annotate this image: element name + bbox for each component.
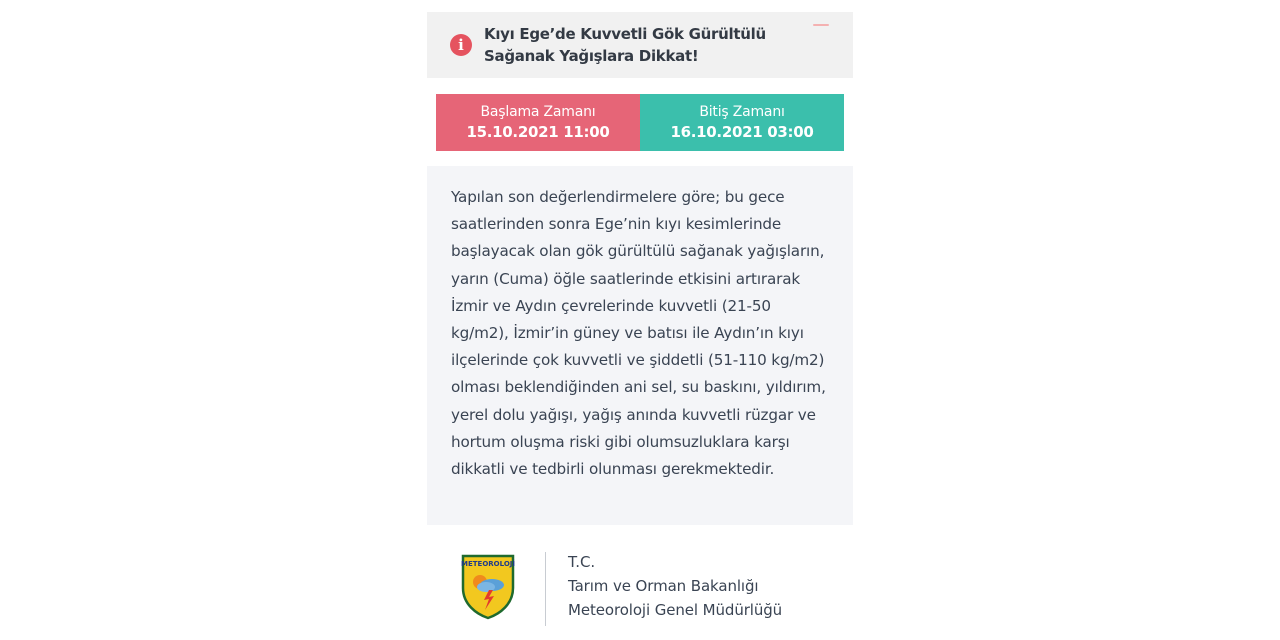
end-time-box xyxy=(640,94,844,151)
footer-line-ministry: Tarım ve Orman Bakanlığı xyxy=(568,577,759,595)
alert-header xyxy=(427,12,853,78)
footer xyxy=(460,550,860,630)
watermark-logo-icon xyxy=(813,22,829,30)
warning-body xyxy=(427,166,853,525)
meteoroloji-shield-icon xyxy=(460,554,516,620)
ministry-info xyxy=(568,550,782,622)
start-time-value: 15.10.2021 11:00 xyxy=(466,122,610,141)
validity-period xyxy=(436,94,844,151)
alert-card xyxy=(427,12,853,525)
start-time-box xyxy=(436,94,640,151)
footer-divider xyxy=(545,552,546,626)
start-time-label: Başlama Zamanı xyxy=(480,103,596,120)
svg-text:METEOROLOJİ: METEOROLOJİ xyxy=(461,560,515,568)
alert-title: Kıyı Ege’de Kuvvetli Gök Gürültülü Sağanak Yağışlara Dikkat! xyxy=(484,25,766,65)
info-icon: i xyxy=(450,34,472,56)
footer-line-country: T.C. xyxy=(568,553,595,571)
end-time-value: 16.10.2021 03:00 xyxy=(670,122,814,141)
end-time-label: Bitiş Zamanı xyxy=(699,103,785,120)
footer-line-directorate: Meteoroloji Genel Müdürlüğü xyxy=(568,601,783,619)
warning-text: Yapılan son değerlendirmelere göre; bu gece saatlerinden sonra Ege’nin kıyı kesimlerinde başlayacak olan gök gürültülü sağanak yağışların, yarın (Cuma) öğle saatlerinde etkisini artırarak İzmir ve Aydın çevrelerinde kuvvetli (21-50 kg/m2), İzmir’in güney ve batısı ile Aydın’ın kıyı ilçelerinde çok kuvvetli ve şiddetli (51-110 kg/m2) olması beklendiğinden ani sel, su baskını, yıldırım, yerel dolu yağışı, yağış anında kuvvetli rüzgar ve hortum oluşma riski gibi olumsuzluklara karşı dikkatli ve tedbirli olunması gerekmektedir. xyxy=(451,188,826,479)
